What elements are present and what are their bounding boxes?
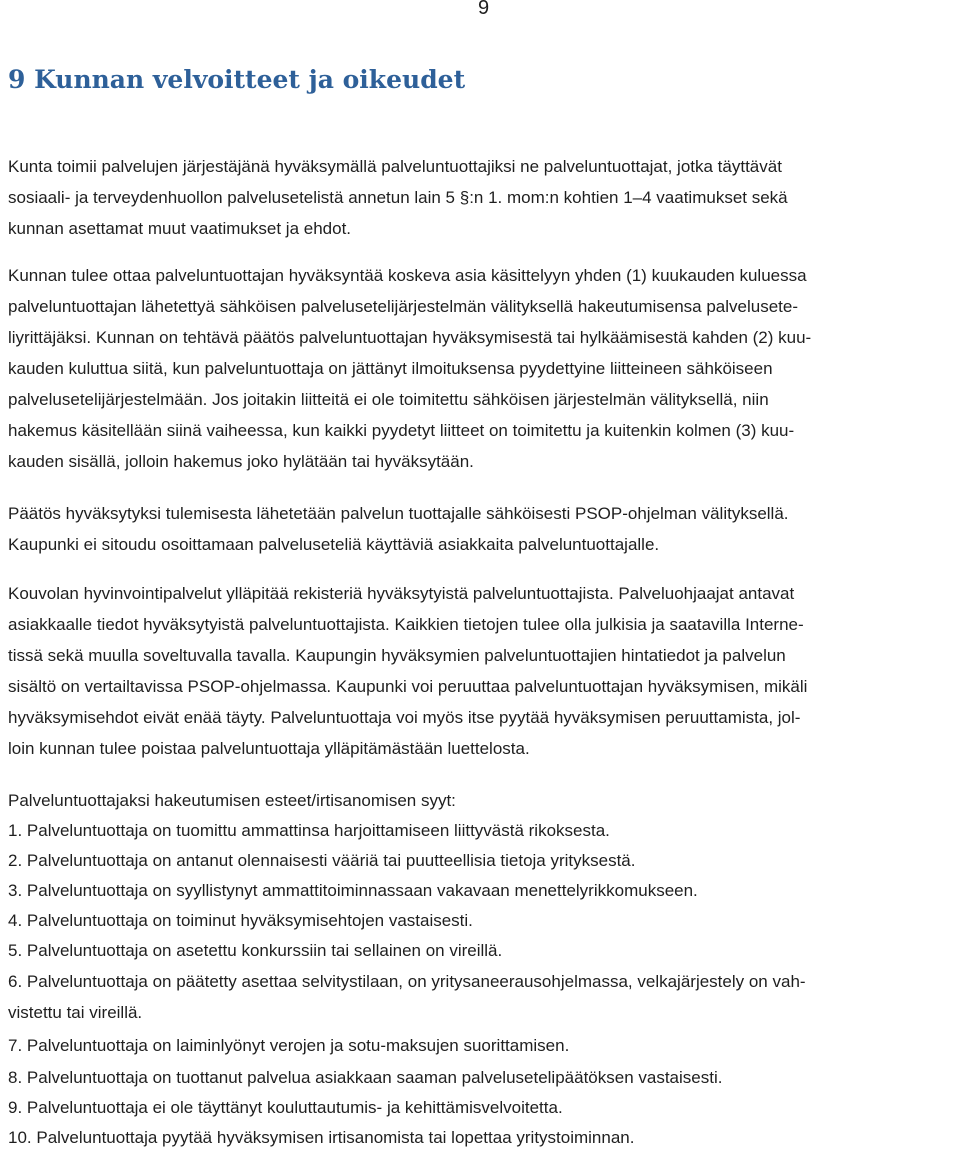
body-text-line: loin kunnan tulee poistaa palveluntuottaja ylläpitämästään luettelosta. xyxy=(8,739,530,758)
body-text-line: Päätös hyväksytyksi tulemisesta lähetetään palvelun tuottajalle sähköisesti PSOP-ohjelman välityksellä. xyxy=(8,504,789,523)
body-text-line: palveluntuottajan lähetettyä sähköisen palvelusetelijärjestelmän välityksellä hakeutumisensa palvelusete- xyxy=(8,297,799,316)
body-text-line: sosiaali- ja terveydenhuollon palvelusetelistä annetun lain 5 §:n 1. mom:n kohtien 1–4 vaatimukset sekä xyxy=(8,188,788,207)
body-text-line: hakemus käsitellään siinä vaiheessa, kun kaikki pyydetyt liitteet on toimitettu ja kuitenkin kolmen (3) kuu- xyxy=(8,421,795,440)
list-item: 9. Palveluntuottaja ei ole täyttänyt kouluttautumis- ja kehittämisvelvoitetta. xyxy=(8,1098,563,1117)
body-text-line: liyrittäjäksi. Kunnan on tehtävä päätös palveluntuottajan hyväksymisestä tai hylkäämisestä kahden (2) kuu- xyxy=(8,328,812,347)
list-item: 5. Palveluntuottaja on asetettu konkurssiin tai sellainen on vireillä. xyxy=(8,941,503,960)
body-text-line: Kouvolan hyvinvointipalvelut ylläpitää rekisteriä hyväksytyistä palveluntuottajista. Palveluohjaajat antavat xyxy=(8,584,795,603)
page-number: 9 xyxy=(478,0,490,19)
list-item: 1. Palveluntuottaja on tuomittu ammattinsa harjoittamiseen liittyvästä rikoksesta. xyxy=(8,821,610,840)
body-text-line: sisältö on vertailtavissa PSOP-ohjelmassa. Kaupunki voi peruuttaa palveluntuottajan hyväksymisen, mikäli xyxy=(8,677,808,696)
body-text-line: kauden sisällä, jolloin hakemus joko hylätään tai hyväksytään. xyxy=(8,452,474,471)
body-text-line: hyväksymisehdot eivät enää täyty. Palveluntuottaja voi myös itse pyytää hyväksymisen peruuttamista, jol- xyxy=(8,708,801,727)
body-text-line: tissä sekä muulla soveltuvalla tavalla. Kaupungin hyväksymien palveluntuottajien hintatiedot ja palvelun xyxy=(8,646,786,665)
section-heading: 9 Kunnan velvoitteet ja oikeudet xyxy=(8,65,466,94)
body-text-line: Kaupunki ei sitoudu osoittamaan palveluseteliä käyttäviä asiakkaita palveluntuottajalle. xyxy=(8,535,660,554)
body-text-line: kauden kuluttua siitä, kun palveluntuottaja on jättänyt ilmoituksensa pyydettyine liitteineen sähköiseen xyxy=(8,359,773,378)
list-item: 7. Palveluntuottaja on laiminlyönyt verojen ja sotu-maksujen suorittamisen. xyxy=(8,1036,570,1055)
body-text-line: Kunnan tulee ottaa palveluntuottajan hyväksyntää koskeva asia käsittelyyn yhden (1) kuukauden kuluessa xyxy=(8,266,807,285)
list-item: 8. Palveluntuottaja on tuottanut palvelua asiakkaan saaman palvelusetelipäätöksen vastaisesti. xyxy=(8,1068,723,1087)
list-item: 6. Palveluntuottaja on päätetty asettaa selvitystilaan, on yritysaneerausohjelmassa, velkajärjestely on vah- xyxy=(8,972,806,991)
body-text-line: asiakkaalle tiedot hyväksytyistä palveluntuottajista. Kaikkien tietojen tulee olla julkisia ja saatavilla Interne- xyxy=(8,615,804,634)
body-text-line: kunnan asettamat muut vaatimukset ja ehdot. xyxy=(8,219,352,238)
list-item: vistettu tai vireillä. xyxy=(8,1003,143,1022)
list-item: 4. Palveluntuottaja on toiminut hyväksymisehtojen vastaisesti. xyxy=(8,911,473,930)
list-item: 3. Palveluntuottaja on syyllistynyt ammattitoiminnassaan vakavaan menettelyrikkomukseen. xyxy=(8,881,698,900)
body-text-line: palvelusetelijärjestelmään. Jos joitakin liitteitä ei ole toimitettu sähköisen järjestelmän välityksellä, niin xyxy=(8,390,769,409)
list-item: 10. Palveluntuottaja pyytää hyväksymisen irtisanomista tai lopettaa yritystoiminnan. xyxy=(8,1128,635,1147)
list-item: 2. Palveluntuottaja on antanut olennaisesti vääriä tai puutteellisia tietoja yrityksestä. xyxy=(8,851,636,870)
list-heading: Palveluntuottajaksi hakeutumisen esteet/irtisanomisen syyt: xyxy=(8,791,456,810)
body-text-line: Kunta toimii palvelujen järjestäjänä hyväksymällä palveluntuottajiksi ne palveluntuottajat, jotka täyttävät xyxy=(8,157,782,176)
